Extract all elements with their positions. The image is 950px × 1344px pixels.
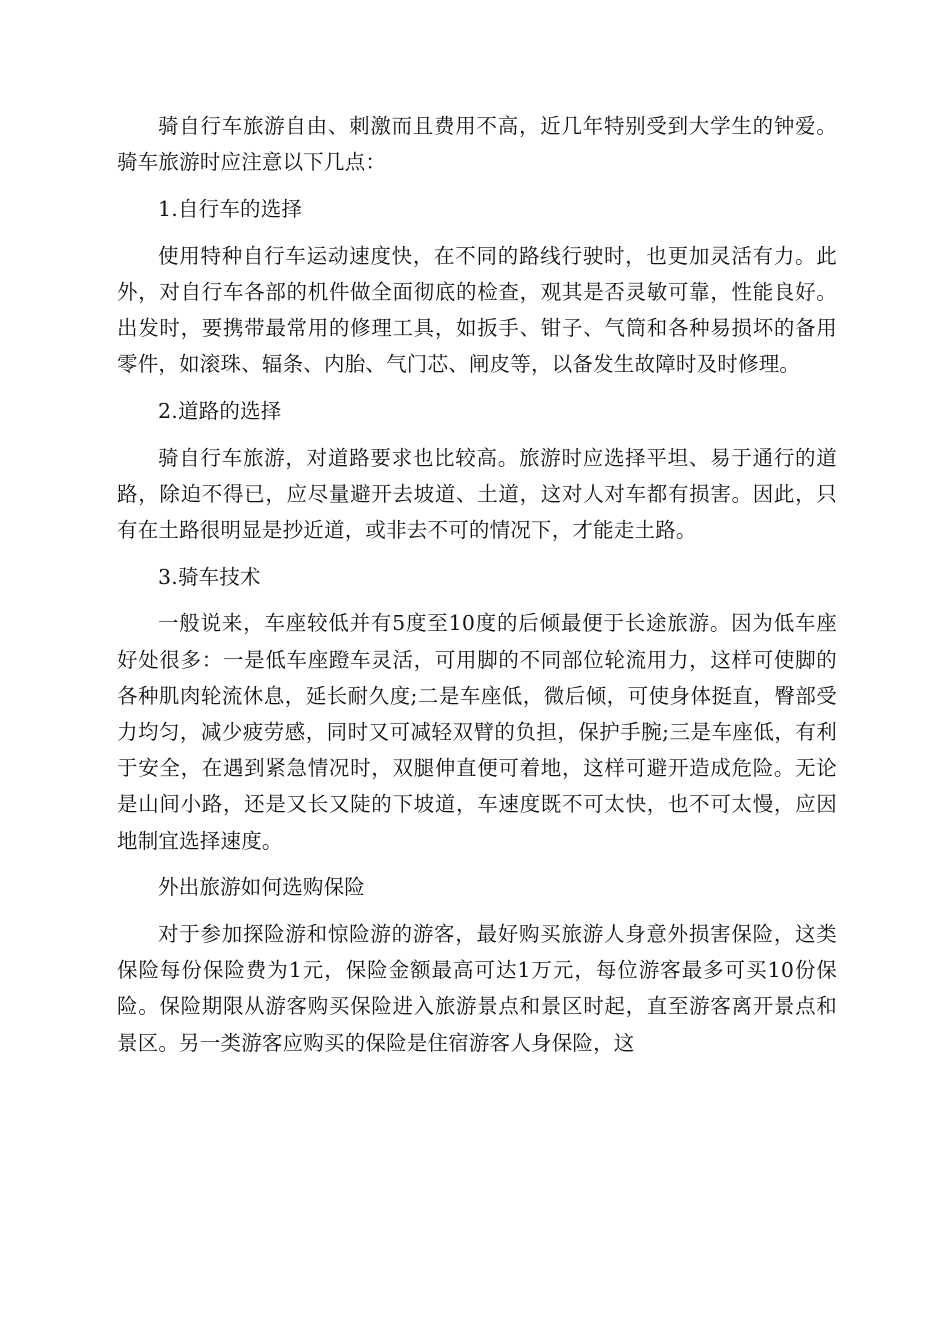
section-4-heading: 外出旅游如何选购保险: [158, 875, 365, 900]
document-page: [117, 108, 837, 1061]
spacer: [117, 429, 837, 440]
spacer: [117, 906, 837, 917]
spacer: [117, 859, 837, 870]
spacer: [117, 548, 837, 559]
section-2-body: 骑自行车旅游，对道路要求也比较高。旅游时应选择平坦、易于通行的道路，除迫不得已，应尽量避开去坡道、土道，这对人对车都有损害。因此，只有在土路很明显是抄近道，或非去不可的情况下，才能走土路。: [117, 445, 837, 543]
section-1-body: 使用特种自行车运动速度快，在不同的路线行驶时，也更加灵活有力。此外，对自行车各部的机件做全面彻底的检查，观其是否灵敏可靠，性能良好。出发时，要携带最常用的修理工具，如扳手、钳子、气筒和各种易损坏的备用零件，如滚珠、辐条、内胎、气门芯、闸皮等，以备发生故障时及时修理。: [117, 243, 837, 377]
spacer: [117, 180, 837, 191]
section-4-body: 对于参加探险游和惊险游的游客，最好购买旅游人身意外损害保险，这类保险每份保险费为1元，保险金额最高可达1万元，每位游客最多可买10份保险。保险期限从游客购买保险进入旅游景点和景区时起，直至游客离开景点和景区。另一类游客应购买的保险是住宿游客人身保险，这: [117, 922, 837, 1055]
section-2-heading: 2.道路的选择: [158, 398, 282, 423]
intro-paragraph: 骑自行车旅游自由、刺激而且费用不高，近几年特别受到大学生的钟爱。骑车旅游时应注意以下几点：: [117, 114, 837, 175]
section-1-heading: 1.自行车的选择: [158, 196, 303, 221]
spacer: [117, 595, 837, 606]
spacer: [117, 227, 837, 238]
section-3-body: 一般说来，车座较低并有5度至10度的后倾最便于长途旅游。因为低车座好处很多：一是低车座蹬车灵活，可用脚的不同部位轮流用力，这样可使脚的各种肌肉轮流休息，延长耐久度;二是车座低，微后倾，可使身体挺直，臀部受力均匀，减少疲劳感，同时又可减轻双臂的负担，保护手腕;三是车座低，有利于安全，在遇到紧急情况时，双腿伸直便可着地，这样可避开造成危险。无论是山间小路，还是又长又陡的下坡道，车速度既不可太快，也不可太慢，应因地制宜选择速度。: [117, 611, 837, 853]
section-3-heading: 3.骑车技术: [158, 564, 261, 589]
spacer: [117, 382, 837, 393]
